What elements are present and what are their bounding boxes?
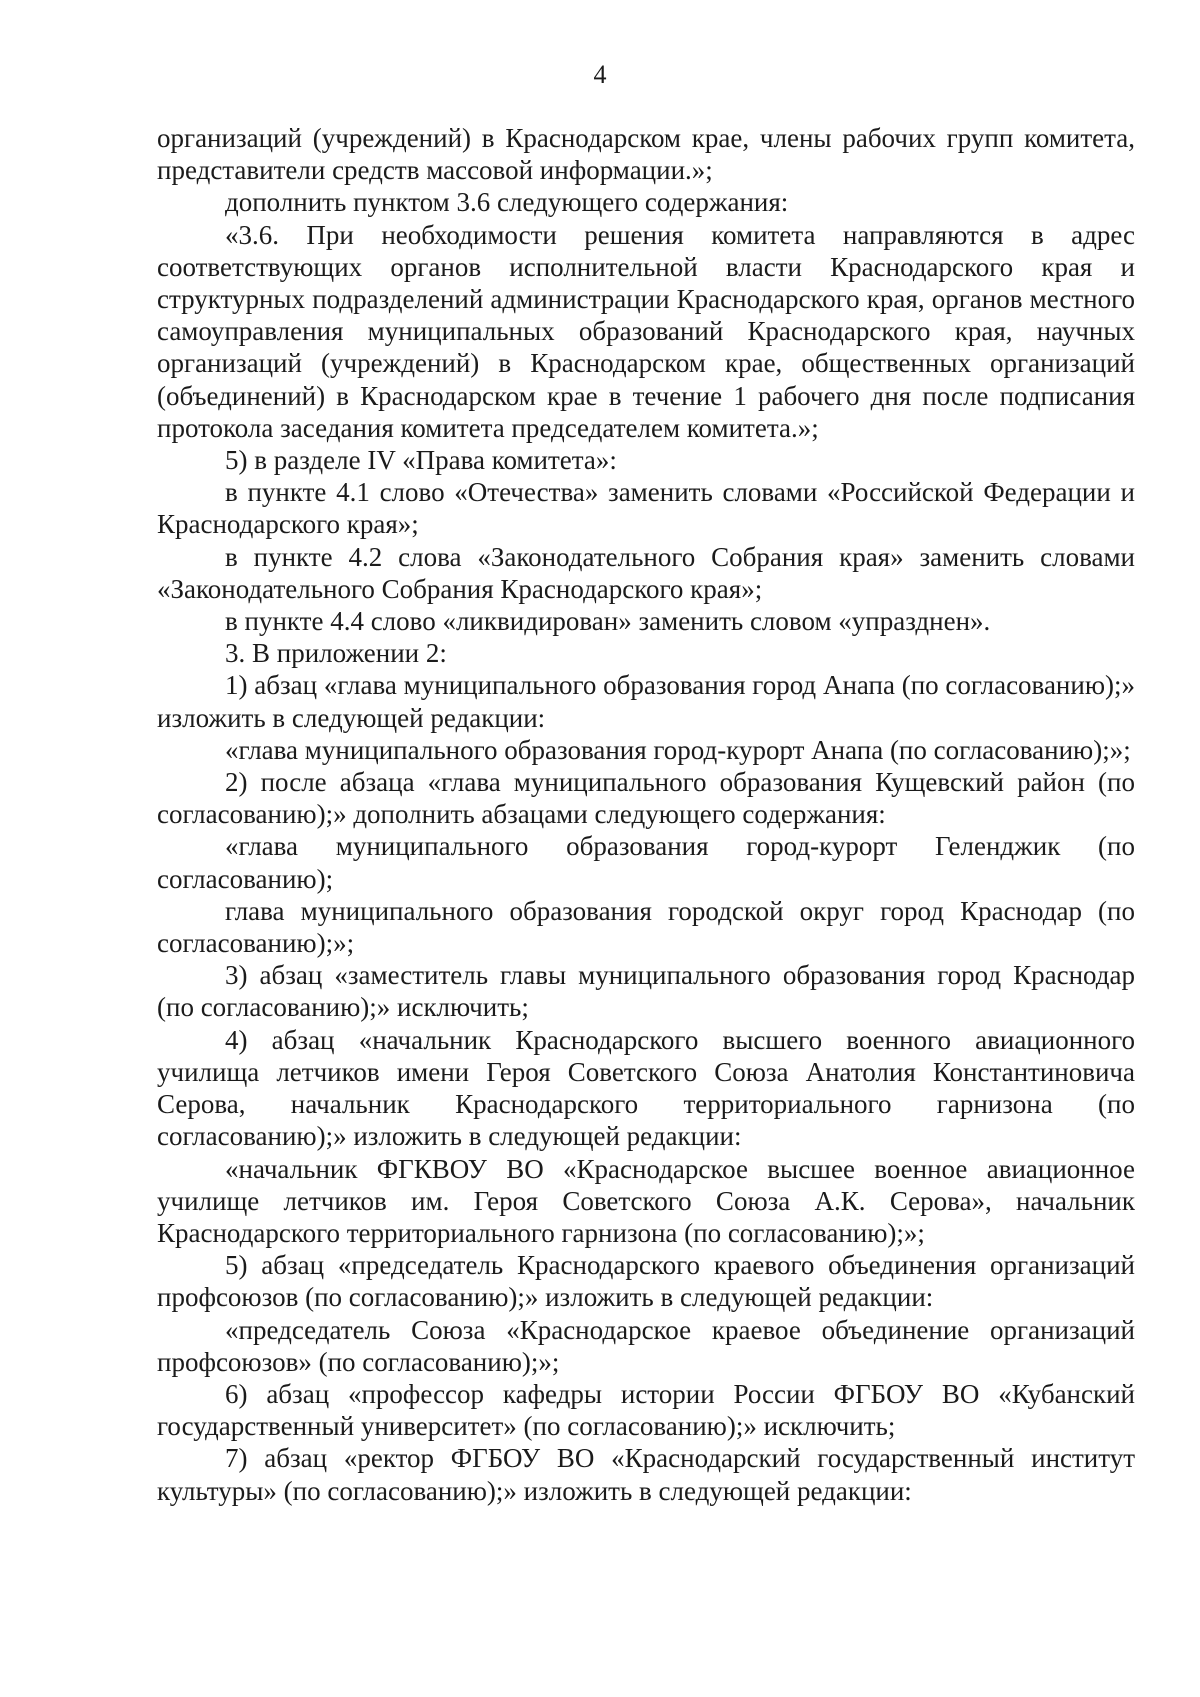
paragraph: 4) абзац «начальник Краснодарского высшего военного авиационного училища летчиков имени Героя Советского Союза Анатолия Константиновича Серова, начальник Краснодарского территориального гарнизона (по согласованию);» изложить в следующей редакции: xyxy=(157,1024,1135,1152)
paragraph: 1) абзац «глава муниципального образования город Анапа (по согласованию);» изложить в следующей редакции: xyxy=(157,670,1135,733)
page-number: 4 xyxy=(593,60,607,89)
paragraph: глава муниципального образования городской округ город Краснодар (по согласованию);»; xyxy=(157,895,1135,959)
paragraph: в пункте 4.1 слово «Отечества» заменить словами «Российской Федерации и Краснодарского края»; xyxy=(157,477,1135,540)
paragraph: 3. В приложении 2: xyxy=(225,638,447,669)
paragraph: 2) после абзаца «глава муниципального образования Кущевский район (по согласованию);» дополнить абзацами следующего содержания: xyxy=(157,767,1135,830)
paragraph: «3.6. При необходимости решения комитета направляются в адрес соответствующих органов исполнительной власти Краснодарского края и структурных подразделений администрации Краснодарского края, органов местного самоуправления муниципальных образований Краснодарского края, научных организаций (учреждений) в Краснодарском крае, общественных организаций (объединений) в Краснодарском крае в течение 1 рабочего дня после подписания протокола заседания комитета председателем комитета.»; xyxy=(157,219,1135,443)
paragraph: дополнить пунктом 3.6 следующего содержания: xyxy=(225,187,789,218)
paragraph: 5) абзац «председатель Краснодарского краевого объединения организаций профсоюзов (по согласованию);» изложить в следующей редакции: xyxy=(157,1250,1135,1313)
paragraph: в пункте 4.2 слова «Законодательного Собрания края» заменить словами «Законодательного Собрания Краснодарского края»; xyxy=(157,541,1135,604)
paragraph: 3) абзац «заместитель главы муниципального образования город Краснодар (по согласованию);» исключить; xyxy=(157,960,1135,1023)
paragraph: 7) абзац «ректор ФГБОУ ВО «Краснодарский государственный институт культуры» (по согласованию);» изложить в следующей редакции: xyxy=(157,1443,1135,1506)
paragraph: «председатель Союза «Краснодарское краевое объединение организаций профсоюзов» (по согласованию);»; xyxy=(157,1314,1135,1377)
document-body xyxy=(157,122,1135,1507)
paragraph: 5) в разделе IV «Права комитета»: xyxy=(225,445,617,476)
paragraph: «начальник ФГКВОУ ВО «Краснодарское высшее военное авиационное училище летчиков им. Героя Советского Союза А.К. Серова», начальник Краснодарского территориального гарнизона (по согласованию);»; xyxy=(157,1153,1135,1248)
paragraph: 6) абзац «профессор кафедры истории России ФГБОУ ВО «Кубанский государственный университет» (по согласованию);» исключить; xyxy=(157,1378,1135,1442)
paragraph: «глава муниципального образования город-курорт Геленджик (по согласованию); xyxy=(157,831,1135,894)
paragraph: в пункте 4.4 слово «ликвидирован» заменить словом «упразднен». xyxy=(225,606,991,637)
paragraph: «глава муниципального образования город-курорт Анапа (по согласованию);»; xyxy=(225,734,1131,765)
paragraph: организаций (учреждений) в Краснодарском крае, члены рабочих групп комитета, представители средств массовой информации.»; xyxy=(157,123,1135,186)
